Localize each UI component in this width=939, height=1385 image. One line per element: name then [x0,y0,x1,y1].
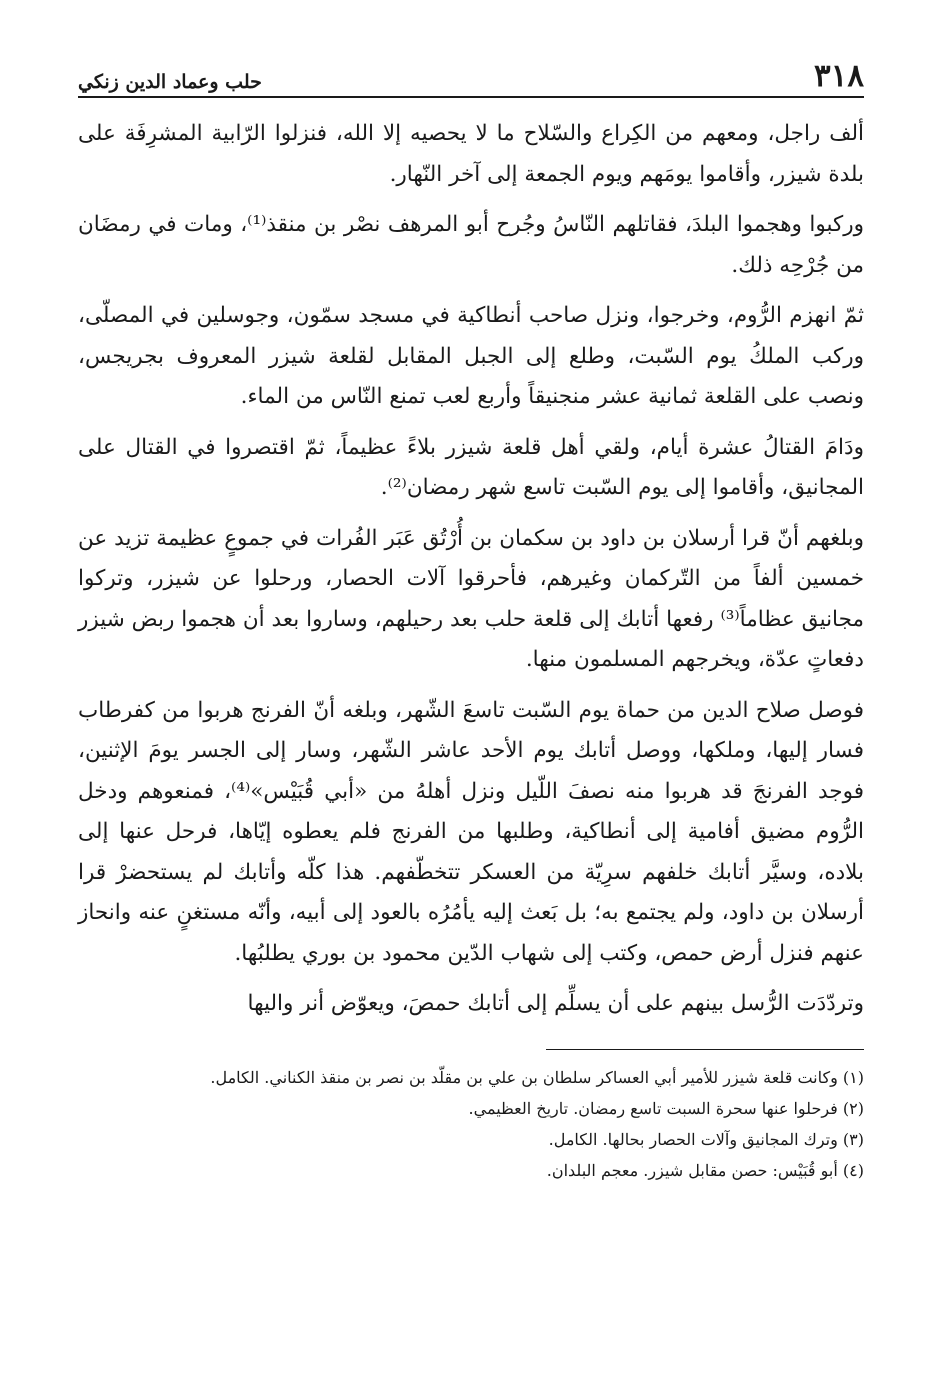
page-header [78,52,864,98]
footnote-3: (٣) وترك المجانيق وآلات الحصار بحالها. الكامل. [548,1129,864,1149]
footnote-2: (٢) فرحلوا عنها سحرة السبت تاسع رمضان. تاريخ العظيمي. [468,1098,864,1118]
footnotes [78,1062,864,1186]
paragraph: ألف راجل، ومعهم من الكِراع والسّلاح ما لا يحصيه إلا الله، فنزلوا الرّابية المشرِفَة على بلدة شيزر، وأقاموا يومَهم ويوم الجمعة إلى آخر النّهار. [78,121,864,187]
paragraph: وبلغهم أنّ قرا أرسلان بن داود بن سكمان بن أُرْتُق عَبَر الفُرات في جموعٍ عظيمة تزيد عن خمسين ألفاً من التّركمان وغيرهم، فأحرقوا آلات الحصار، ورحلوا عن شيزر، وتركوا مجانيق عظاماً⁽³⁾ رفعها أتابك إلى قلعة حلب بعد رحيلهم، وساروا بعد أن هجموا ربض شيزر دفعاتٍ عدّة، ويخرجهم المسلمون منها. [78,525,865,672]
paragraph: ثمّ انهزم الرُّوم، وخرجوا، ونزل صاحب أنطاكية في مسجد سمّون، وجوسلين في المصلّى، وركب الملكُ يوم السّبت، وطلع إلى الجبل المقابل لقلعة شيزر المعروف بجريجس، ونصب على القلعة ثمانية عشر منجنيقاً وأربع لعب تمنع النّاس من الماء. [78,303,864,409]
main-text [78,114,864,1025]
paragraph: ودَامَ القتالُ عشرة أيام، ولقي أهل قلعة شيزر بلاءً عظيماً، ثمّ اقتصروا في القتال على المجانيق، وأقاموا إلى يوم السّبت تاسع شهر رمضان⁽²⁾. [78,434,864,500]
footnote-4: (٤) أبو قُبَيْس: حصن مقابل شيزر. معجم البلدان. [546,1160,864,1180]
footnote-1: (١) وكانت قلعة شيزر للأمير أبي العساكر سلطان بن علي بن مقلّد بن نصر بن منقذ الكناني. الكامل. [210,1067,864,1087]
footnote-divider [546,1049,864,1050]
paragraph: وتردّدَت الرُّسل بينهم على أن يسلِّم إلى أتابك حمصَ، ويعوّض أنر واليها [247,991,864,1016]
paragraph: وركبوا وهجموا البلدَ، فقاتلهم النّاسُ وجُرح أبو المرهف نصْر بن منقذ⁽¹⁾، ومات في رمضَان من جُرْحِه ذلك. [78,212,864,278]
page-number: ٣١٨ [814,58,864,94]
book-page [78,52,864,1186]
running-title: حلب وعماد الدين زنكي [78,71,262,93]
paragraph: فوصل صلاح الدين من حماة يوم السّبت تاسعَ الشّهر، وبلغه أنّ الفرنج هربوا من كفرطاب فسار إليها، وملكها، ووصل أتابك يوم الأحد عاشر الشّهر، وسار إلى الجسر يومَ الإثنين، فوجد الفرنجَ قد هربوا منه نصفَ اللّيل ونزل أهلهُ من «أبي قُبَيْس»⁽⁴⁾، فمنعوهم ودخل الرُّوم مضيق أفامية إلى أنطاكية، وطلبها من الفرنج فلم يعطوه إيّاها، فرحل عنها إلى بلاده، وسيَّر أتابك خلفهم سرِيّة من العسكر تتخطّفهم. هذا كلّه وأتابك لم يستحضرْ قرا أرسلان بن داود، ولم يجتمع به؛ بل بَعث إليه يأمُرُه بالعود إلى أبيه، وأنّه مستغنٍ عنه وانحاز عنهم فنزل أرض حمص، وكتب إلى شهاب الدّين محمود بن بوري يطلبُها. [78,697,864,966]
